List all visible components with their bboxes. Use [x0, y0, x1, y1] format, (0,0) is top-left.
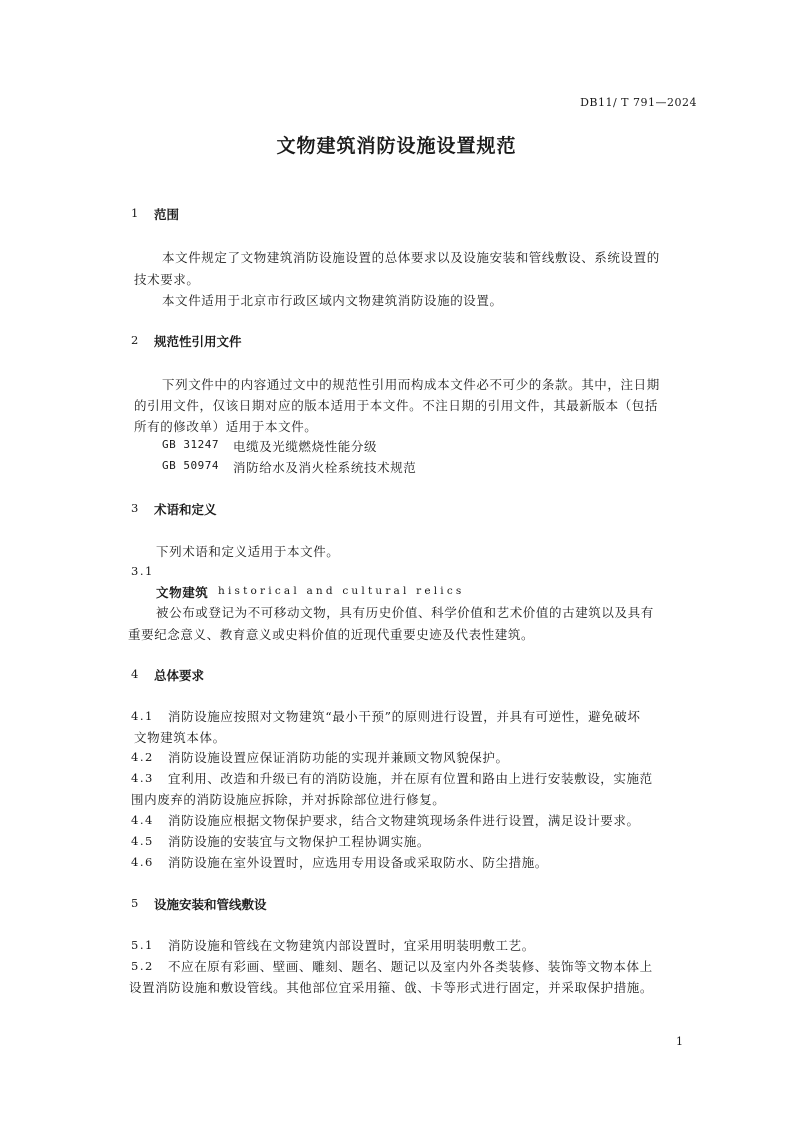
- reference-title: 消防给水及消火栓系统技术规范: [233, 460, 417, 475]
- section-3-heading: 术语和定义: [154, 502, 217, 517]
- clause-number: 5.1: [131, 938, 154, 952]
- section-4-heading: 总体要求: [154, 668, 205, 683]
- paragraph-line: 本文件适用于北京市行政区域内文物建筑消防设施的设置。: [162, 293, 503, 308]
- paragraph-line: 所有的修改单）适用于本文件。: [134, 419, 318, 434]
- document-title: 文物建筑消防设施设置规范: [276, 135, 517, 157]
- clause-text: 消防设施在室外设置时，应选用专用设备或采取防水、防尘措施。: [168, 855, 548, 870]
- clause-text: 设置消防设施和敷设管线。其他部位宜采用箍、戗、卡等形式进行固定，并采取保护措施。: [129, 980, 654, 995]
- section-3-number: 3: [131, 501, 139, 515]
- standard-number: DB11/ T 791—2024: [580, 96, 697, 109]
- clause-number: 4.4: [131, 813, 154, 827]
- reference-code: GB 50974: [162, 459, 219, 472]
- reference-code: GB 31247: [162, 438, 219, 451]
- clause-text: 消防设施设置应保证消防功能的实现并兼顾文物风貌保护。: [168, 750, 509, 765]
- clause-text: 不应在原有彩画、壁画、雕刻、题名、题记以及室内外各类装修、装饰等文物本体上: [168, 959, 653, 974]
- page-number: 1: [676, 1035, 683, 1048]
- section-1-heading: 范围: [154, 207, 180, 222]
- section-5-number: 5: [131, 896, 139, 910]
- clause-text: 消防设施的安装宜与文物保护工程协调实施。: [168, 834, 431, 849]
- paragraph-line: 本文件规定了文物建筑消防设施设置的总体要求以及设施安装和管线敷设、系统设置的: [162, 250, 660, 265]
- clause-number: 4.3: [131, 771, 154, 785]
- reference-title: 电缆及光缆燃烧性能分级: [233, 439, 378, 454]
- clause-text: 消防设施应根据文物保护要求，结合文物建筑现场条件进行设置，满足设计要求。: [168, 813, 640, 828]
- term-chinese: 文物建筑: [156, 585, 209, 600]
- term-english: historical and cultural relics: [218, 585, 465, 597]
- section-2-heading: 规范性引用文件: [154, 334, 242, 349]
- section-1-number: 1: [131, 206, 139, 220]
- paragraph-line: 被公布或登记为不可移动文物，具有历史价值、科学价值和艺术价值的古建筑以及具有: [156, 605, 654, 620]
- paragraph-line: 技术要求。: [134, 272, 200, 287]
- paragraph-line: 下列文件中的内容通过文中的规范性引用而构成本文件必不可少的条款。其中，注日期: [162, 377, 660, 392]
- clause-text: 围内废弃的消防设施应拆除，并对拆除部位进行修复。: [131, 792, 446, 807]
- clause-number: 4.5: [131, 834, 154, 848]
- clause-text: 消防设施应按照对文物建筑“最小干预”的原则进行设置，并具有可逆性，避免破坏: [168, 709, 641, 724]
- paragraph-line: 下列术语和定义适用于本文件。: [156, 544, 340, 559]
- clause-number: 4.1: [131, 709, 154, 723]
- section-5-heading: 设施安装和管线敷设: [154, 897, 267, 912]
- term-number: 3.1: [131, 564, 154, 578]
- section-4-number: 4: [131, 667, 139, 681]
- section-2-number: 2: [131, 333, 139, 347]
- clause-text: 文物建筑本体。: [134, 730, 226, 745]
- paragraph-line: 的引用文件，仅该日期对应的版本适用于本文件。不注日期的引用文件，其最新版本（包括: [134, 398, 659, 413]
- clause-number: 4.6: [131, 855, 154, 869]
- paragraph-line: 重要纪念意义、教育意义或史料价值的近现代重要史迹及代表性建筑。: [128, 627, 535, 642]
- clause-number: 5.2: [131, 959, 154, 973]
- clause-text: 消防设施和管线在文物建筑内部设置时，宜采用明装明敷工艺。: [168, 938, 535, 953]
- clause-number: 4.2: [131, 750, 154, 764]
- clause-text: 宜利用、改造和升级已有的消防设施，并在原有位置和路由上进行安装敷设，实施范: [168, 771, 653, 786]
